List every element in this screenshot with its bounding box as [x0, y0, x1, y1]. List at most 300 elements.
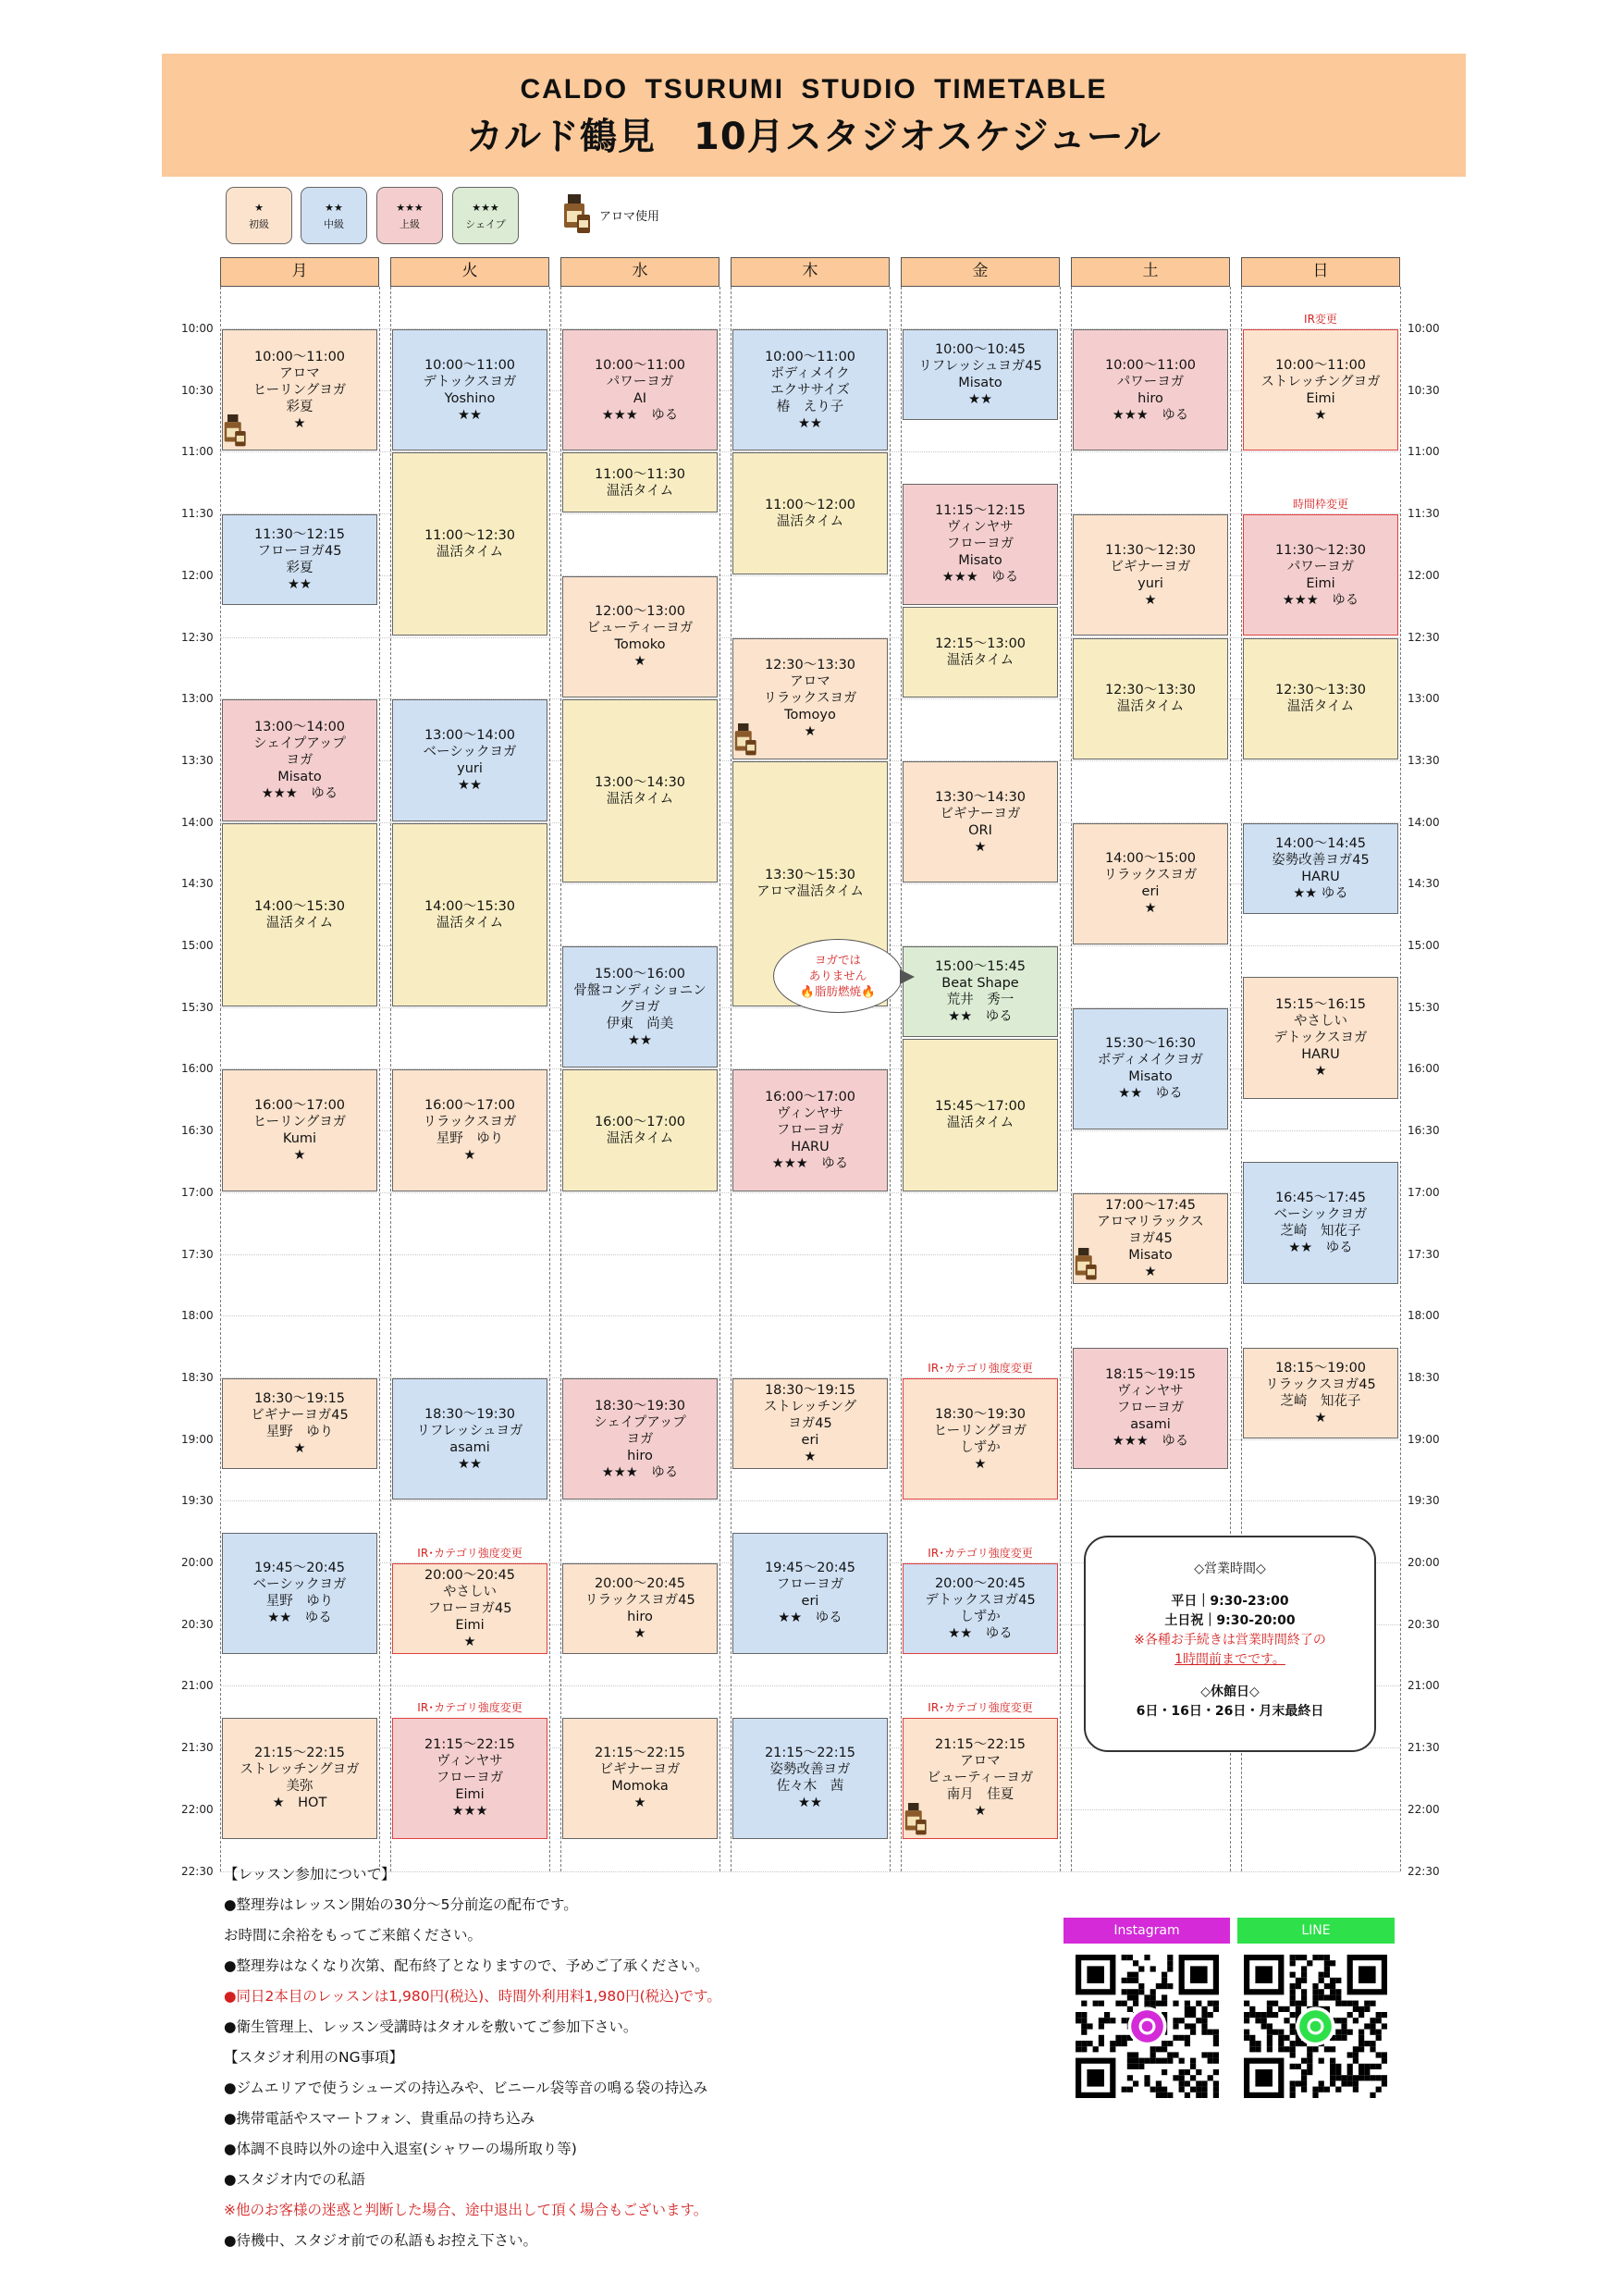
time-label: 18:00 [1408, 1309, 1440, 1323]
lesson-line: ★★★ ゆる [1112, 1434, 1189, 1450]
legend-beginner [226, 187, 292, 244]
lesson-time: 15:00～15:45 [934, 959, 1027, 975]
lesson-line: リラックスヨガ45 [1265, 1376, 1376, 1392]
lesson-block[interactable] [903, 1563, 1058, 1654]
time-label: 13:30 [181, 753, 214, 767]
change-note: IR･カテゴリ強度変更 [928, 1547, 1033, 1560]
time-label: 22:30 [1408, 1864, 1440, 1878]
lesson-line: Eimi [1306, 575, 1335, 591]
legend-stars: ★★★ [396, 202, 424, 214]
lesson-block[interactable] [732, 1533, 888, 1654]
lesson-line: ★ [974, 839, 987, 855]
lesson-line: ★ [293, 1440, 306, 1456]
legend-intermediate [301, 187, 367, 244]
change-note: 時間枠変更 [1292, 498, 1348, 512]
time-label: 22:00 [1408, 1802, 1440, 1816]
lesson-line: 温活タイム [606, 1131, 674, 1147]
lesson-line: ★★ ゆる [1293, 885, 1348, 901]
lesson-line: アロマ [279, 365, 320, 381]
lesson-time: 13:30～15:30 [764, 868, 856, 883]
lesson-line: yuri [1137, 575, 1163, 591]
lesson-line: ★ [1144, 592, 1157, 608]
grid-line [220, 1315, 1400, 1316]
lesson-line: 温活タイム [1116, 699, 1185, 715]
aroma-label: アロマ使用 [599, 209, 660, 224]
title-en: CALDO TSURUMI STUDIO TIMETABLE [520, 74, 1108, 105]
lesson-line: やさしい [443, 1585, 497, 1600]
lesson-line: ★★ ゆる [948, 1626, 1013, 1642]
time-label: 10:00 [1408, 322, 1440, 335]
lesson-block[interactable] [732, 1069, 888, 1191]
lesson-block[interactable] [1243, 1348, 1398, 1438]
lesson-time: 11:00～11:30 [594, 466, 686, 482]
lesson-line: グヨガ [620, 999, 660, 1015]
lesson-block[interactable] [732, 329, 888, 451]
time-label: 18:30 [181, 1370, 214, 1384]
lesson-line: hiro [627, 1448, 653, 1463]
lesson-block[interactable] [562, 1069, 718, 1191]
column-divider [379, 287, 380, 1871]
lesson-block[interactable] [1073, 1348, 1228, 1469]
lesson-line: 温活タイム [265, 915, 334, 931]
lesson-line: ★ [1314, 1410, 1327, 1426]
lesson-time: 18:30～19:15 [253, 1390, 346, 1406]
lesson-line: 美弥 [286, 1779, 314, 1795]
lesson-line: シェイプアップ [594, 1414, 686, 1430]
lesson-line: ★★ ゆる [948, 1009, 1013, 1025]
lesson-time: 21:15～22:15 [764, 1746, 856, 1761]
lesson-time: 20:00～20:45 [424, 1568, 516, 1584]
time-label: 19:30 [1408, 1494, 1440, 1508]
note-line: ●衛生管理上、レッスン受講時はタオルを敷いてご参加下さい。 [224, 2018, 638, 2035]
lesson-line: ★★★ [451, 1804, 488, 1820]
lesson-line: Misato [958, 376, 1002, 391]
lesson-block[interactable] [392, 823, 547, 1006]
lesson-line: ヨガ [286, 752, 314, 768]
lesson-block[interactable] [1073, 514, 1228, 636]
note-line: ●ジムエリアで使うシューズの持込みや、ビニール袋等音の鳴る袋の持込み [224, 2080, 708, 2096]
time-label: 19:00 [1408, 1432, 1440, 1446]
lesson-line: Misato [1128, 1247, 1173, 1263]
lesson-block[interactable] [392, 699, 547, 821]
time-label: 14:00 [1408, 815, 1440, 829]
day-header: 日 [1241, 257, 1400, 287]
lesson-line: Tomoyo [784, 708, 836, 723]
lesson-line: ★★ ゆる [778, 1611, 842, 1626]
lesson-line: アロマリラックス [1097, 1214, 1204, 1229]
lesson-block[interactable] [903, 1378, 1058, 1500]
lesson-block[interactable] [222, 1718, 377, 1839]
lesson-time: 10:00～11:00 [1274, 357, 1367, 373]
lesson-line: アロマ [790, 674, 830, 690]
lesson-line: 星野 ゆり [436, 1131, 504, 1147]
note-line: 【レッスン参加について】 [224, 1866, 396, 1882]
note-line: 【スタジオ利用のNG事項】 [224, 2049, 404, 2066]
lesson-time: 15:45～17:00 [934, 1099, 1027, 1115]
day-header: 火 [390, 257, 549, 287]
lesson-line: リラックスヨガ45 [584, 1593, 695, 1609]
day-header: 木 [731, 257, 890, 287]
lesson-line: HARU [791, 1140, 830, 1155]
lesson-line: Tomoko [614, 637, 666, 653]
time-label: 14:00 [181, 815, 214, 829]
lesson-line: ベーシックヨガ [1273, 1207, 1368, 1223]
instagram-label[interactable]: Instagram [1064, 1918, 1230, 1944]
legend-label: 中級 [324, 218, 344, 230]
time-label: 12:00 [181, 568, 214, 582]
lesson-line: 彩夏 [286, 399, 314, 414]
time-label: 21:00 [1408, 1679, 1440, 1693]
bubble-line: ありません [808, 969, 867, 982]
hours-weekday: 平日｜9:30-23:00 [1171, 1594, 1289, 1609]
lesson-time: 11:00～12:00 [764, 498, 856, 513]
lesson-time: 12:30～13:30 [764, 658, 856, 673]
lesson-time: 21:15～22:15 [594, 1746, 686, 1761]
lesson-line: リラックスヨガ [423, 1115, 517, 1130]
lesson-line: ★ [1144, 1264, 1157, 1279]
lesson-line: デトックスヨガ [1273, 1031, 1368, 1046]
lesson-block[interactable] [1243, 1162, 1398, 1283]
lesson-line: アロマ温活タイム [756, 884, 864, 900]
lesson-block[interactable] [562, 1718, 718, 1839]
lesson-line: パワーヨガ [1116, 374, 1185, 389]
lesson-line: 姿勢改善ヨガ [769, 1762, 851, 1778]
lesson-block[interactable] [222, 1533, 377, 1654]
lesson-block[interactable] [1243, 823, 1398, 914]
lesson-time: 14:00～14:45 [1274, 835, 1367, 851]
time-label: 21:30 [181, 1741, 214, 1755]
lesson-time: 16:00～17:00 [594, 1115, 686, 1130]
lesson-line: ★ [633, 1626, 646, 1642]
time-label: 22:30 [181, 1864, 214, 1878]
lesson-time: 10:00～10:45 [934, 342, 1027, 358]
lesson-time: 18:30～19:30 [594, 1398, 686, 1413]
lesson-line: ヒーリングヨガ [252, 382, 347, 398]
lesson-time: 14:00～15:30 [424, 898, 516, 914]
lesson-block[interactable] [1073, 638, 1228, 759]
lesson-line: ★ [463, 1635, 476, 1650]
lesson-notes [224, 1859, 1056, 2256]
lesson-block[interactable] [1073, 329, 1228, 451]
time-label: 15:30 [1408, 1000, 1440, 1014]
time-label: 20:30 [1408, 1617, 1440, 1631]
title-jp: カルド鶴見 10月スタジオスケジュール [466, 116, 1162, 158]
lesson-line: eri [801, 1594, 819, 1610]
lesson-block[interactable] [1243, 329, 1398, 451]
lesson-line: ★ [293, 415, 306, 431]
lesson-line: やさしい [1294, 1014, 1347, 1030]
line-label[interactable]: LINE [1237, 1918, 1395, 1944]
time-label: 13:00 [181, 692, 214, 706]
lesson-time: 13:30～14:30 [934, 789, 1027, 805]
time-label: 14:30 [181, 877, 214, 891]
lesson-line: 荒井 秀一 [946, 993, 1014, 1008]
lesson-time: 10:00～11:00 [764, 349, 856, 364]
lesson-block[interactable] [222, 699, 377, 821]
lesson-line: HARU [1301, 1047, 1340, 1063]
day-header: 金 [901, 257, 1060, 287]
lesson-line: ビギナーヨガ [599, 1762, 681, 1778]
column-divider [220, 287, 221, 1871]
legend-stars: ★★ [325, 202, 343, 214]
lesson-line: Momoka [611, 1779, 669, 1795]
legend-label: 上級 [400, 218, 420, 230]
lesson-time: 13:00～14:00 [424, 727, 516, 743]
lesson-block[interactable] [562, 1378, 718, 1500]
lesson-line: Misato [1128, 1069, 1173, 1085]
time-label: 20:30 [181, 1617, 214, 1631]
lesson-block[interactable] [903, 761, 1058, 883]
lesson-line: ★★ ゆる [1118, 1086, 1183, 1102]
lesson-line: eri [1141, 884, 1160, 900]
lesson-line: 温活タイム [946, 653, 1014, 669]
time-label: 12:30 [181, 630, 214, 644]
lesson-block[interactable] [562, 452, 718, 512]
column-divider [890, 287, 891, 1871]
note-line: ●整理券はなくなり次第、配布終了となりますので、予めご了承ください。 [224, 1957, 709, 1974]
lesson-time: 15:00～16:00 [594, 966, 686, 981]
lesson-line: ★★ [458, 777, 482, 793]
lesson-line: ベーシックヨガ [423, 744, 517, 759]
lesson-line: リフレッシュヨガ [416, 1423, 523, 1438]
lesson-block[interactable] [1243, 977, 1398, 1098]
lesson-line: リラックスヨガ [1103, 868, 1198, 883]
lesson-block[interactable] [562, 699, 718, 883]
lesson-block[interactable] [732, 452, 888, 574]
hours-note: ※各種お手続きは営業時間終了の [1134, 1633, 1326, 1648]
column-divider [549, 287, 550, 1871]
lesson-line: ★★★ ゆる [601, 407, 679, 423]
lesson-time: 13:00～14:30 [594, 775, 686, 791]
lesson-line: hiro [627, 1610, 653, 1625]
lesson-block[interactable] [392, 1069, 547, 1191]
lesson-line: asami [449, 1439, 490, 1455]
lesson-line: ビギナーヨガ45 [251, 1407, 349, 1423]
lesson-time: 18:30～19:30 [934, 1406, 1027, 1422]
lesson-line: ヒーリングヨガ [933, 1423, 1027, 1438]
time-label: 18:00 [181, 1309, 214, 1323]
lesson-line: ★★★ ゆる [1112, 407, 1189, 423]
lesson-line: ストレッチング [763, 1399, 857, 1414]
lesson-line: 芝崎 知花子 [1280, 1224, 1361, 1240]
lesson-block[interactable] [903, 329, 1058, 420]
time-label: 17:00 [181, 1185, 214, 1199]
lesson-time: 21:15～22:15 [424, 1737, 516, 1753]
lesson-line: ★ [633, 1796, 646, 1811]
lesson-block[interactable] [1073, 823, 1228, 944]
time-label: 10:30 [1408, 383, 1440, 397]
time-label: 18:30 [1408, 1370, 1440, 1384]
lesson-time: 16:00～17:00 [764, 1090, 856, 1105]
lesson-line: ★ [463, 1148, 476, 1164]
lesson-block[interactable] [562, 329, 718, 451]
note-line: ●携帯電話やスマートフォン、貴重品の持ち込み [224, 2110, 535, 2127]
lesson-line: ボディメイクヨガ [1097, 1053, 1204, 1068]
lesson-line: ★ HOT [272, 1796, 327, 1811]
lesson-time: 16:45～17:45 [1274, 1191, 1367, 1206]
lesson-line: 南月 佳夏 [946, 1787, 1014, 1803]
legend-stars: ★ [254, 202, 264, 214]
line-qr-code[interactable] [1244, 1955, 1387, 2098]
lesson-line: Eimi [455, 1787, 485, 1803]
aroma-bottle-icon [222, 414, 250, 448]
lesson-time: 14:00～15:00 [1104, 851, 1197, 867]
lesson-line: Kumi [282, 1131, 317, 1147]
time-label: 16:00 [1408, 1062, 1440, 1076]
time-label: 16:00 [181, 1062, 214, 1076]
fat-burn-bubble [773, 939, 903, 1013]
lesson-line: フローヨガ [946, 537, 1014, 552]
lesson-time: 18:30～19:15 [764, 1382, 856, 1398]
lesson-time: 16:00～17:00 [253, 1098, 346, 1114]
lesson-line: yuri [457, 760, 483, 776]
lesson-line: ★★★ ゆる [601, 1464, 679, 1480]
lesson-block[interactable] [222, 1069, 377, 1191]
lesson-block[interactable] [562, 576, 718, 697]
lesson-time: 12:15～13:00 [934, 636, 1027, 652]
lesson-line: ストレッチングヨガ [1260, 374, 1381, 389]
lesson-line: エクササイズ [770, 382, 850, 398]
lesson-line: ★★ [798, 1796, 822, 1811]
lesson-line: ベーシックヨガ [252, 1577, 347, 1593]
time-label: 16:30 [1408, 1124, 1440, 1138]
lesson-line: ヨガ [626, 1431, 654, 1447]
lesson-line: 椿 えり子 [776, 399, 844, 414]
lesson-line: ヴィンヤサ [436, 1754, 503, 1770]
time-label: 15:00 [181, 939, 214, 952]
lesson-block[interactable] [392, 1718, 547, 1839]
lesson-time: 10:00～11:00 [424, 357, 516, 373]
lesson-line: 骨盤コンディショニン [573, 982, 707, 998]
lesson-line: デトックスヨガ [423, 374, 517, 389]
lesson-line: ★ [804, 1449, 817, 1464]
lesson-time: 12:00～13:00 [594, 604, 686, 620]
lesson-line: ★ [804, 724, 817, 740]
lesson-time: 15:15～16:15 [1274, 997, 1367, 1013]
note-line: お時間に余裕をもってご来館ください。 [224, 1927, 483, 1944]
page-header [162, 54, 1466, 177]
lesson-block[interactable] [222, 823, 377, 1006]
lesson-block[interactable] [562, 1563, 718, 1654]
lesson-line: Eimi [1306, 390, 1335, 406]
legend-shape [452, 187, 519, 244]
lesson-time: 12:30～13:30 [1104, 683, 1197, 698]
closed-title: ◇休館日◇ [1200, 1685, 1260, 1699]
column-divider [1400, 287, 1401, 1871]
lesson-time: 18:15～19:15 [1104, 1367, 1197, 1383]
lesson-line: ★★ [288, 577, 312, 593]
aroma-bottle-icon [903, 1803, 930, 1836]
lesson-line: 温活タイム [436, 545, 504, 561]
lesson-line: リラックスヨガ [763, 691, 857, 707]
note-line: ※他のお客様の迷惑と判断した場合、途中退出して頂く場合もございます。 [224, 2202, 708, 2218]
lesson-block[interactable] [392, 452, 547, 636]
time-label: 11:30 [1408, 507, 1440, 521]
lesson-line: ★ [293, 1148, 306, 1164]
lesson-block[interactable] [732, 1378, 888, 1469]
lesson-time: 11:15～12:15 [934, 503, 1027, 519]
lesson-time: 21:15～22:15 [934, 1737, 1027, 1753]
lesson-block[interactable] [1243, 514, 1398, 636]
time-label: 15:00 [1408, 939, 1440, 952]
time-label: 20:00 [181, 1556, 214, 1569]
column-divider [1060, 287, 1061, 1871]
change-note: IR･カテゴリ強度変更 [928, 1700, 1033, 1714]
time-label: 17:30 [1408, 1247, 1440, 1261]
lesson-line: HARU [1301, 869, 1340, 884]
lesson-line: ★★ [458, 1456, 482, 1472]
lesson-line: Misato [277, 769, 322, 784]
lesson-block[interactable] [903, 946, 1058, 1037]
lesson-line: しずか [960, 1610, 1001, 1625]
lesson-time: 18:15～19:00 [1274, 1360, 1367, 1376]
lesson-line: ヴィンヤサ [947, 520, 1014, 536]
lesson-line: ★★ [628, 1032, 652, 1048]
aroma-bottle-icon [732, 723, 760, 757]
lesson-block[interactable] [392, 1378, 547, 1500]
lesson-line: ヴィンヤサ [1117, 1384, 1184, 1400]
time-label: 22:00 [181, 1802, 214, 1816]
lesson-line: ★★ [458, 407, 482, 423]
lesson-time: 19:45～20:45 [253, 1561, 346, 1576]
time-label: 17:30 [181, 1247, 214, 1261]
lesson-block[interactable] [1243, 638, 1398, 759]
lesson-block[interactable] [903, 1039, 1058, 1191]
lesson-block[interactable] [222, 1378, 377, 1469]
lesson-line: ★★ ゆる [1288, 1241, 1353, 1256]
lesson-line: フローヨガ [776, 1577, 844, 1593]
lesson-block[interactable] [222, 514, 377, 605]
lesson-line: eri [801, 1432, 819, 1448]
lesson-line: ビギナーヨガ [1110, 559, 1191, 574]
column-divider [731, 287, 732, 1871]
lesson-block[interactable] [562, 946, 718, 1068]
note-line: ●待機中、スタジオ前での私語もお控え下さい。 [224, 2232, 538, 2249]
day-header: 月 [220, 257, 379, 287]
lesson-line: フローヨガ [776, 1123, 844, 1139]
lesson-block[interactable] [732, 1718, 888, 1839]
lesson-time: 20:00～20:45 [934, 1576, 1027, 1592]
column-divider [901, 287, 902, 1871]
lesson-line: ★ [1314, 1064, 1327, 1080]
lesson-time: 14:00～15:30 [253, 898, 346, 914]
lesson-block[interactable] [903, 484, 1058, 605]
column-divider [560, 287, 561, 1871]
lesson-time: 11:30～12:30 [1274, 542, 1367, 558]
lesson-time: 13:00～14:00 [253, 719, 346, 734]
lesson-block[interactable] [903, 607, 1058, 697]
lesson-line: hiro [1137, 390, 1163, 406]
lesson-line: ★ [633, 654, 646, 670]
column-divider [719, 287, 720, 1871]
lesson-block[interactable] [392, 329, 547, 451]
lesson-line: ★★★ ゆる [771, 1156, 849, 1172]
lesson-line: Misato [958, 553, 1002, 569]
hours-title: ◇営業時間◇ [1194, 1562, 1266, 1576]
note-line: ●整理券はレッスン開始の30分～5分前迄の配布です。 [224, 1896, 578, 1913]
lesson-line: ★★ [798, 415, 822, 431]
legend-stars: ★★★ [472, 202, 499, 214]
lesson-block[interactable] [1073, 1008, 1228, 1129]
instagram-qr-code[interactable] [1076, 1955, 1219, 2098]
lesson-line: 彩夏 [286, 561, 314, 576]
lesson-line: ★★ [968, 392, 992, 408]
lesson-time: 20:00～20:45 [594, 1576, 686, 1592]
hours-note: 1時間前までです。 [1174, 1652, 1285, 1667]
time-label: 12:30 [1408, 630, 1440, 644]
lesson-line: アロマ [960, 1754, 1001, 1770]
lesson-block[interactable] [392, 1563, 547, 1654]
